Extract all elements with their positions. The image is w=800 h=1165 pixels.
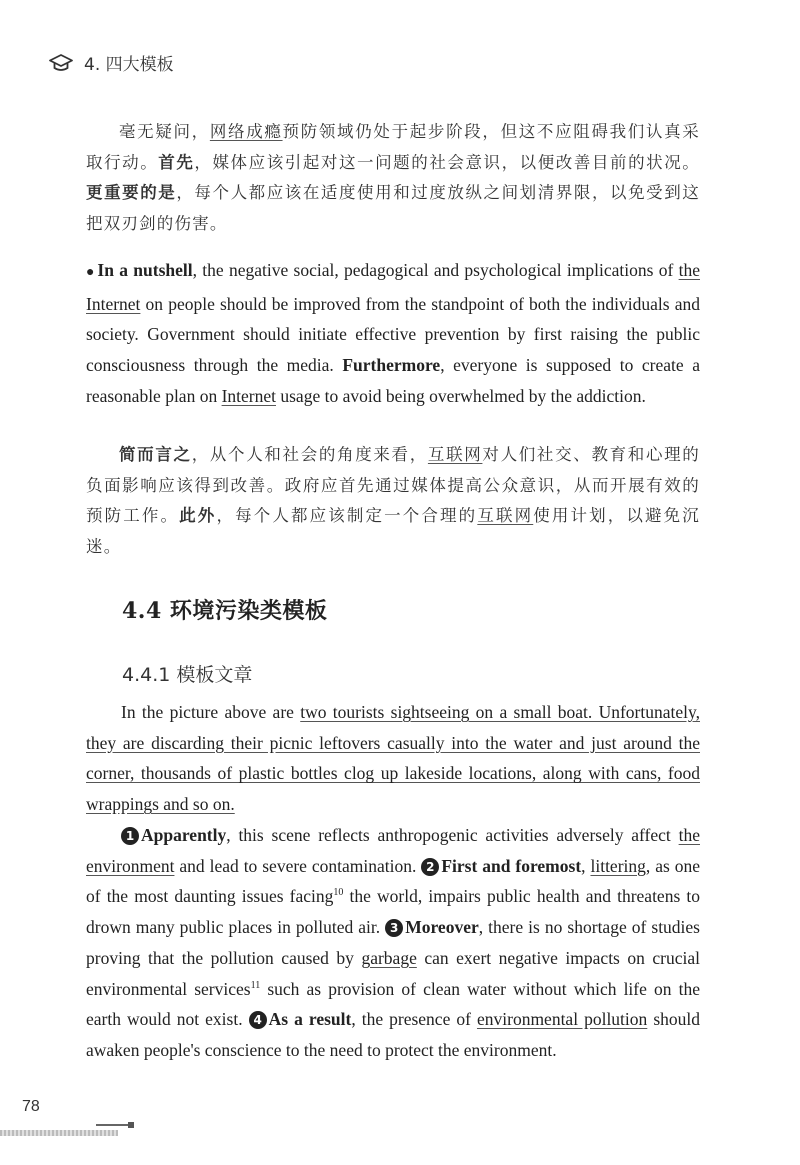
footer-line — [96, 1124, 130, 1126]
footer-decoration — [0, 1130, 118, 1136]
header-section-title: 4. 四大模板 — [84, 55, 174, 75]
footnote-ref: 10 — [333, 887, 344, 899]
en-paragraph-3: 1 Apparently, this scene reflects anthropogenic activities adversely affect the environment and lead to severe contamination. 2 First and foremost, littering, as one of the most daunting issues facing$^{10}$ the world, impairs public health and threatens to drown many public places in polluted air. 3 Moreover, there is no shortage of studies proving that the pollution caused by garbage can exert negative impacts on crucial environmental services$^{11}$ such as provision of clean water without which life on the earth would not exist. 4 As a result, the presence of environmental pollution should awaken people's conscience to the need to protect the environment. — [86, 825, 700, 1060]
page-number: 78 — [22, 1098, 40, 1115]
en-paragraph-1: ● In a nutshell, the negative social, pedagogical and psychological implications of the Internet on people should be improved from the standpoint of both the individuals and society. Government should initiate effective prevention by first raising the public consciousness through the media. Furthermore, everyone is supposed to create a reasonable plan on Internet usage to avoid being overwhelmed by the addiction. — [86, 260, 700, 406]
running-header — [48, 50, 174, 75]
footnote-ref: 11 — [250, 979, 261, 991]
bullet-icon: ● — [86, 265, 96, 280]
footer-dot — [128, 1122, 134, 1128]
en-paragraph-2: In the picture above are two tourists sightseeing on a small boat. Unfortunately, they are discarding their picnic leftovers casually into the water and just around the corner, thousands of plastic bottles clog up lakeside locations, along with cans, food wrappings and so on. — [86, 702, 700, 815]
number-badge: 4 — [249, 1011, 267, 1029]
graduation-cap-icon — [48, 53, 74, 73]
subsection-heading: 4.4.1 模板文章 — [122, 664, 253, 686]
number-badge: 3 — [385, 919, 403, 937]
section-heading: 4.4 环境污染类模板 — [122, 598, 328, 624]
cn-paragraph-2: 简而言之，从个人和社会的角度来看，互联网对人们社交、教育和心理的负面影响应该得到改善。政府应首先通过媒体提高公众意识，从而开展有效的预防工作。此外，每个人都应该制定一个合理的互联网使用计划，以避免沉迷。 — [86, 445, 700, 556]
number-badge: 1 — [121, 827, 139, 845]
number-badge: 2 — [421, 858, 439, 876]
cn-paragraph-1: 毫无疑问，网络成瘾预防领域仍处于起步阶段，但这不应阻碍我们认真采取行动。首先，媒体应该引起对这一问题的社会意识，以便改善目前的状况。更重要的是，每个人都应该在适度使用和过度放纵之间划清界限，以免受到这把双刃剑的伤害。 — [86, 122, 701, 233]
